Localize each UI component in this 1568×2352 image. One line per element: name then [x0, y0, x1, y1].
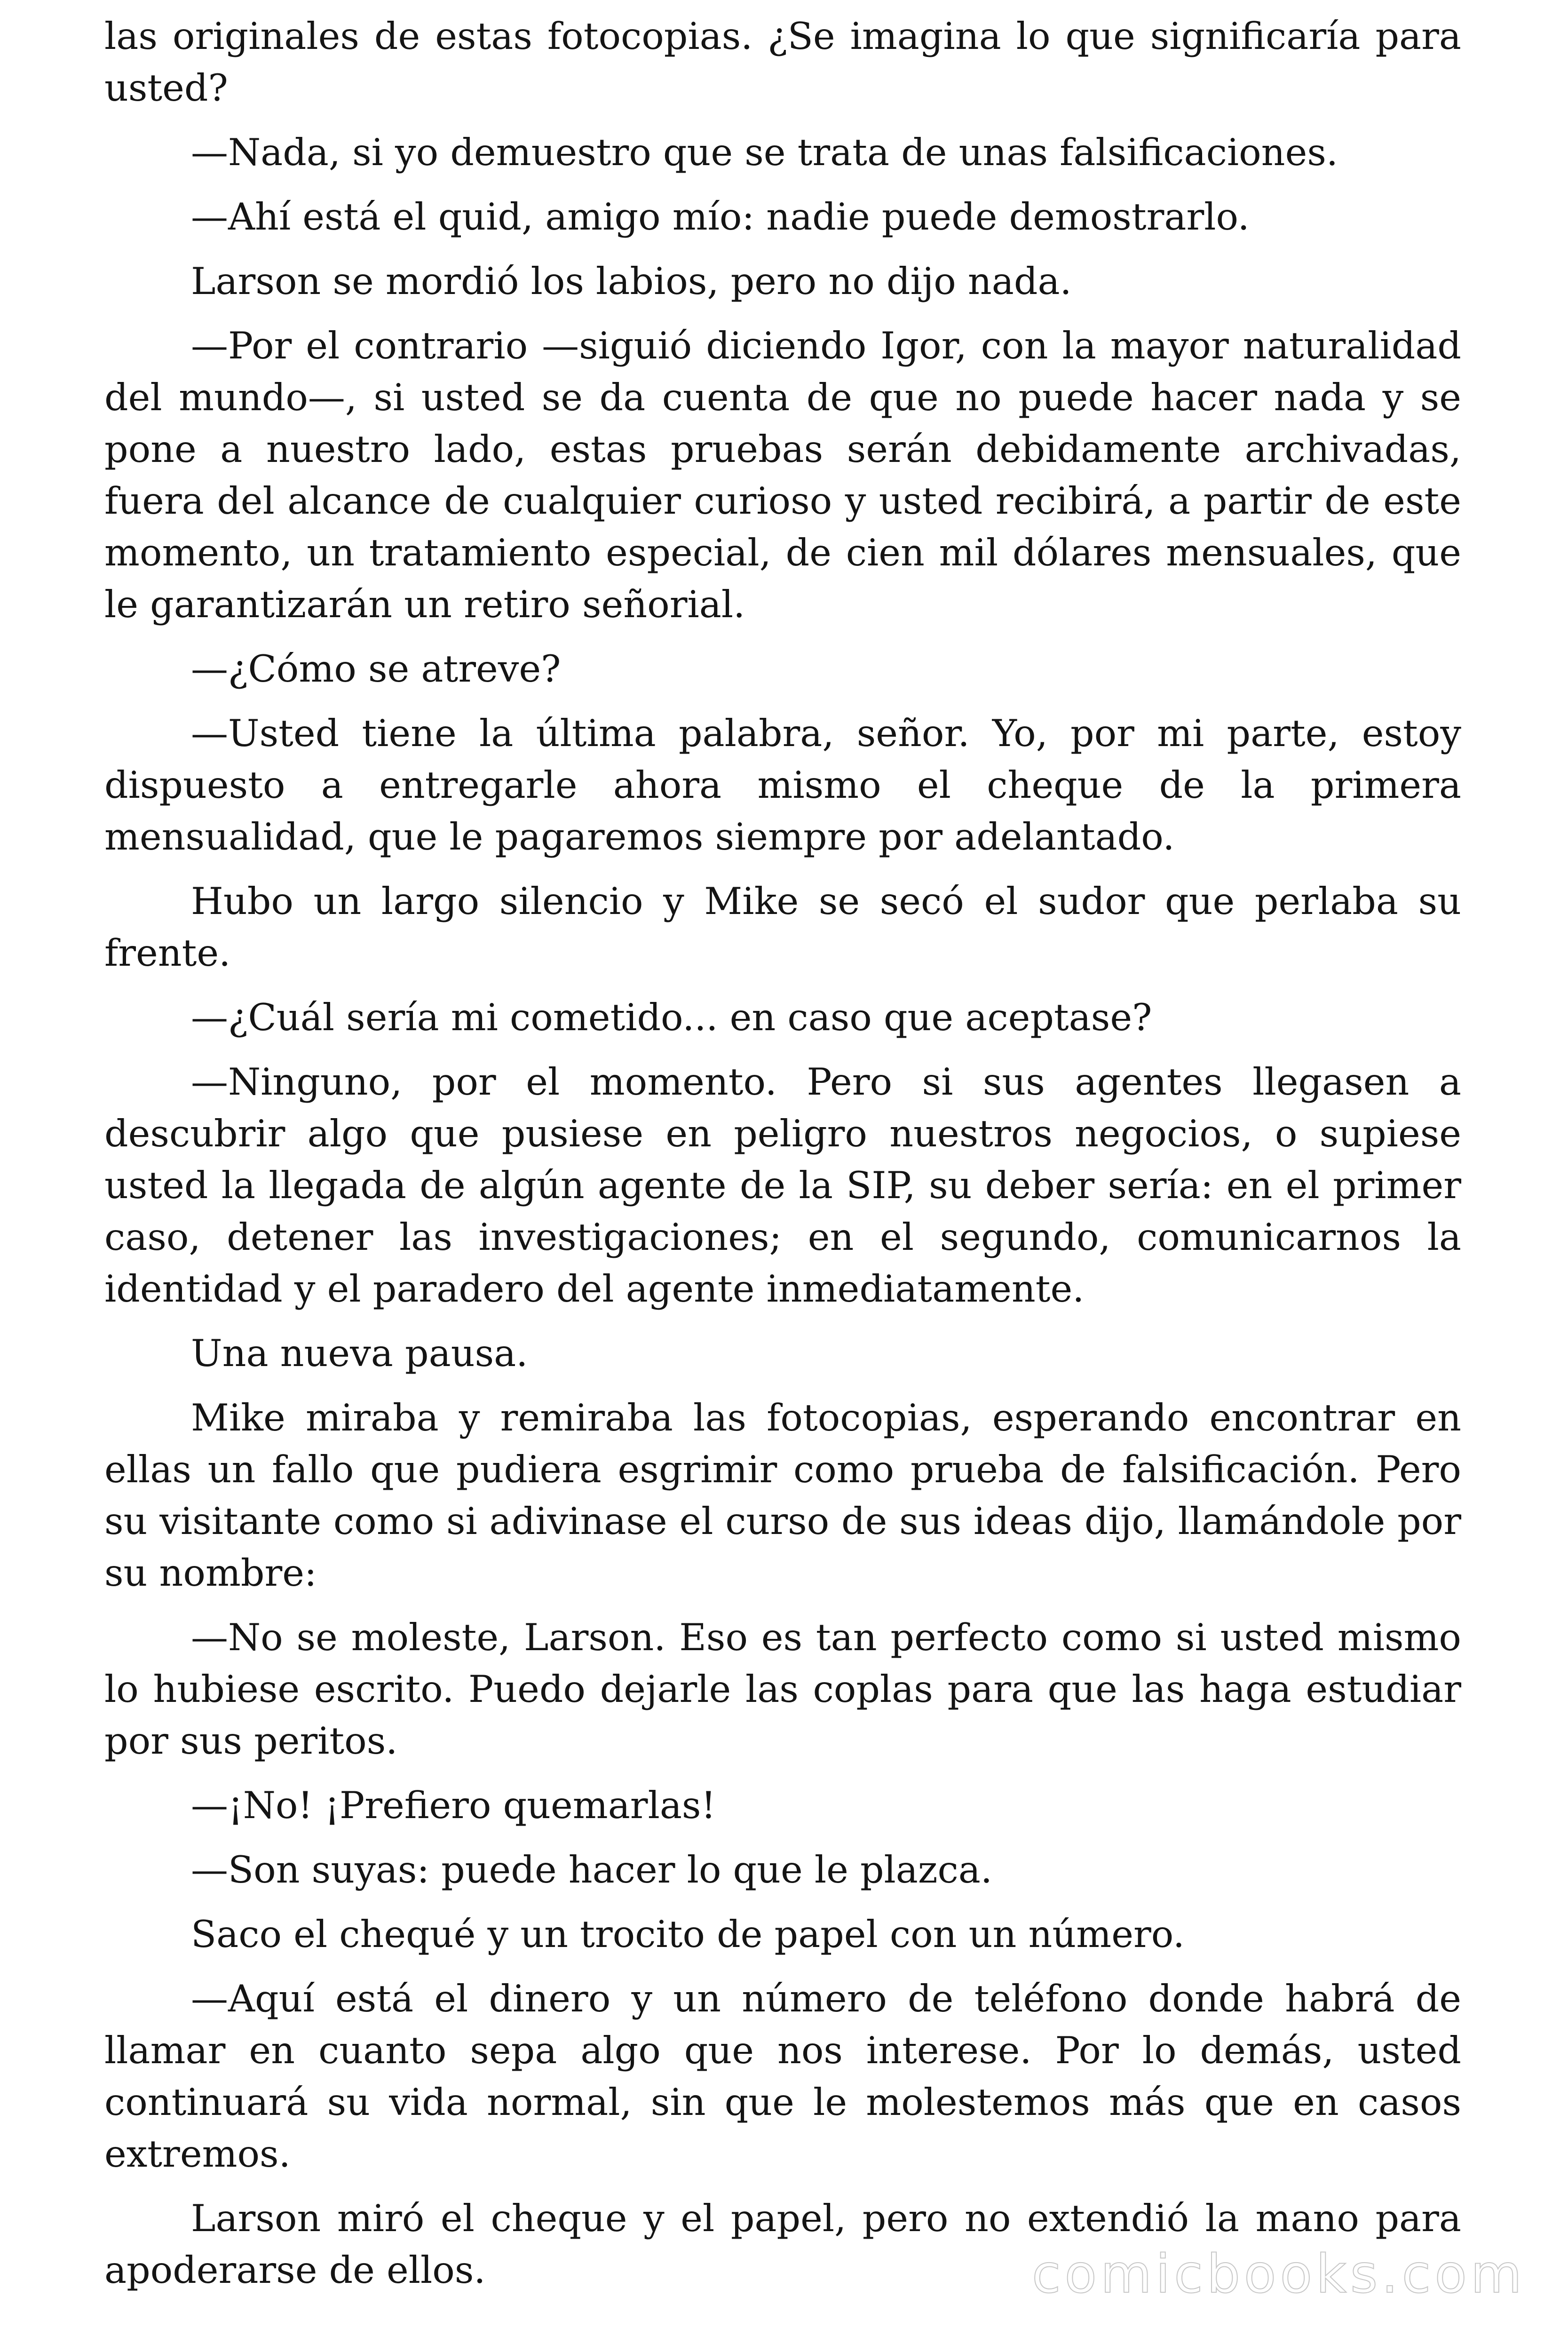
paragraph: —¡No! ¡Prefiero quemarlas!: [191, 1784, 716, 1827]
paragraph: Saco el chequé y un trocito de papel con un número.: [191, 1913, 1185, 1956]
paragraph: —No se moleste, Larson. Eso es tan perfecto como si usted mismo lo hubiese escrito. Puedo dejarle las coplas para que las haga estudiar por sus peritos.: [104, 1616, 1461, 1763]
paragraph: —Nada, si yo demuestro que se trata de unas falsificaciones.: [191, 131, 1338, 174]
paragraph: —Ninguno, por el momento. Pero si sus agentes llegasen a descubrir algo que pusiese en peligro nuestros negocios, o supiese usted la llegada de algún agente de la SIP, su deber sería: en el primer caso, detener las investigaciones; en el segundo, comunicarnos la identidad y el paradero del agente inmediatamente.: [104, 1060, 1461, 1311]
paragraph: —Usted tiene la última palabra, señor. Yo, por mi parte, estoy dispuesto a entregarle ahora mismo el cheque de la primera mensualidad, que le pagaremos siempre por adelantado.: [104, 712, 1461, 858]
paragraph: —Ahí está el quid, amigo mío: nadie puede demostrarlo.: [191, 195, 1250, 238]
paragraph: —¿Cuál sería mi cometido... en caso que aceptase?: [191, 996, 1152, 1039]
paragraph: —Son suyas: puede hacer lo que le plazca.: [191, 1848, 992, 1891]
page-body-text: [104, 10, 1461, 2309]
paragraph: Una nueva pausa.: [191, 1332, 528, 1375]
paragraph: —Aquí está el dinero y un número de teléfono donde habrá de llamar en cuanto sepa algo que nos interese. Por lo demás, usted continuará su vida normal, sin que le molestemos más que en casos extremos.: [104, 1977, 1461, 2176]
paragraph: Hubo un largo silencio y Mike se secó el sudor que perlaba su frente.: [104, 880, 1461, 975]
paragraph: —Por el contrario —siguió diciendo Igor, con la mayor naturalidad del mundo—, si usted se da cuenta de que no puede hacer nada y se pone a nuestro lado, estas pruebas serán debidamente archivadas, fuera del alcance de cualquier curioso y usted recibirá, a partir de este momento, un tratamiento especial, de cien mil dólares mensuales, que le garantizarán un retiro señorial.: [104, 324, 1461, 626]
paragraph: Mike miraba y remiraba las fotocopias, esperando encontrar en ellas un fallo que pudiera esgrimir como prueba de falsificación. Pero su visitante como si adivinase el curso de sus ideas dijo, llamándole por su nombre:: [104, 1396, 1461, 1595]
paragraph: Larson miró el cheque y el papel, pero no extendió la mano para apoderarse de ellos.: [104, 2197, 1461, 2292]
paragraph: las originales de estas fotocopias. ¿Se imagina lo que significaría para usted?: [104, 15, 1461, 110]
paragraph: Larson se mordió los labios, pero no dijo nada.: [191, 260, 1072, 303]
paragraph: —¿Cómo se atreve?: [191, 647, 561, 691]
watermark: comicbooks.com: [1031, 2244, 1526, 2305]
